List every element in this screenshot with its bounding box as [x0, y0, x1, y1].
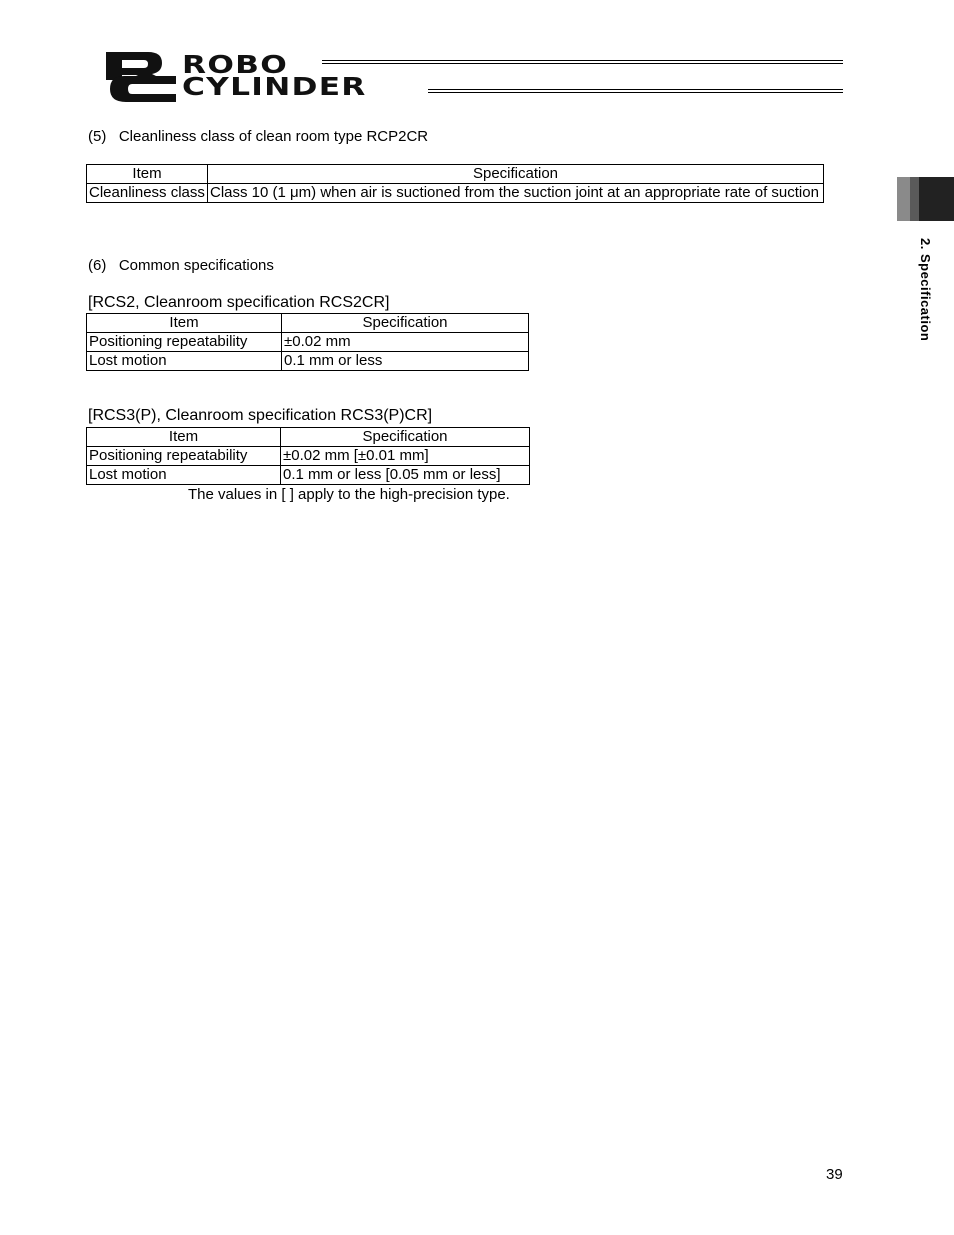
cleanliness-table: [86, 164, 824, 203]
rcs2-item-cell: Positioning repeatability: [87, 333, 282, 352]
rcs3-item-cell: Lost motion: [87, 466, 281, 485]
rcs2-spec-cell: 0.1 mm or less: [282, 352, 529, 371]
rcs3-header-spec: Specification: [281, 428, 530, 447]
rcs2-item-cell: Lost motion: [87, 352, 282, 371]
rcs2-header-item: Item: [87, 314, 282, 333]
cleanliness-header-item: Item: [87, 165, 208, 184]
table-row: [87, 184, 824, 203]
side-tab-mid: [910, 177, 919, 221]
rcs2-spec-cell: ±0.02 mm: [282, 333, 529, 352]
logo-line-cylinder: CYLINDER: [182, 72, 367, 101]
table-row: [87, 333, 529, 352]
side-tab-dark: [919, 177, 954, 221]
section5-heading: (5) Cleanliness class of clean room type RCP2CR: [88, 128, 429, 145]
rcs2-header-spec: Specification: [282, 314, 529, 333]
side-tab-label: 2. Specification: [918, 238, 933, 342]
rc-logo-icon: [100, 50, 178, 102]
cleanliness-item-cell: Cleanliness class: [87, 184, 208, 203]
table-row: [87, 447, 530, 466]
table-row: [87, 466, 530, 485]
rcs3-spec-table: [86, 427, 530, 485]
rcs2-table-title: [RCS2, Cleanroom specification RCS2CR]: [88, 294, 390, 311]
cleanliness-spec-cell: Class 10 (1 μm) when air is suctioned from the suction joint at an appropriate rate of suction: [208, 184, 824, 203]
high-precision-note: The values in [ ] apply to the high-precision type.: [188, 486, 510, 503]
header-rule-top: [322, 60, 843, 64]
table-row: [87, 352, 529, 371]
rcs3-table-title: [RCS3(P), Cleanroom specification RCS3(P)CR]: [88, 407, 433, 424]
page-number: 39: [826, 1166, 843, 1183]
cleanliness-header-spec: Specification: [208, 165, 824, 184]
rcs3-header-item: Item: [87, 428, 281, 447]
rcs3-spec-cell: 0.1 mm or less [0.05 mm or less]: [281, 466, 530, 485]
rcs3-item-cell: Positioning repeatability: [87, 447, 281, 466]
rcs2-spec-table: [86, 313, 529, 371]
logo-line-robo: ROBO: [182, 50, 289, 79]
section6-heading: (6) Common specifications: [88, 257, 274, 274]
rcs3-spec-cell: ±0.02 mm [±0.01 mm]: [281, 447, 530, 466]
header-rule-bottom: [428, 89, 843, 93]
